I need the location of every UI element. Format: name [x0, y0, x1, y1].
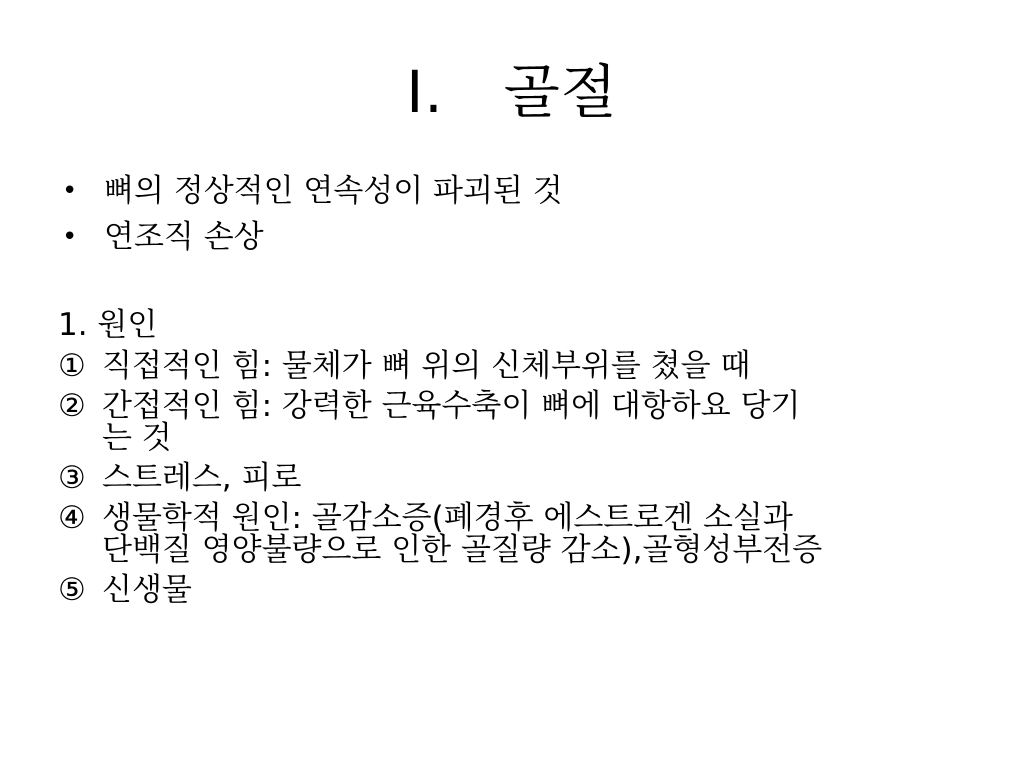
- bullet-text: 뼈의 정상적인 연속성이 파괴된 것: [104, 173, 563, 209]
- cause-text-line1: 생물학적 원인: 골감소증(폐경후 에스트로겐 소실과: [102, 500, 793, 536]
- slide-content: [58, 172, 988, 614]
- circled-number-3: ③: [58, 460, 86, 496]
- cause-text: 스트레스, 피로: [102, 460, 302, 496]
- cause-text-line2: 는 것: [102, 420, 172, 456]
- cause-item: [58, 462, 988, 494]
- cause-text-line2: 단백질 영양불량으로 인한 골질량 감소),골형성부전증: [102, 532, 823, 568]
- cause-item: [58, 350, 988, 382]
- bullet-dot-icon: •: [62, 222, 78, 252]
- slide-title: [0, 52, 1024, 132]
- spacer: [58, 264, 988, 306]
- cause-item: [58, 502, 988, 566]
- title-number: I.: [406, 58, 444, 126]
- bullet-text: 연조직 손상: [104, 219, 264, 255]
- cause-text-line1: 간접적인 힘: 강력한 근육수축이 뼈에 대항하요 당기: [102, 388, 801, 424]
- title-text: 골절: [503, 58, 618, 126]
- cause-text: 직접적인 힘: 물체가 뼈 위의 신체부위를 쳤을 때: [102, 348, 751, 384]
- cause-text: 신생물: [102, 572, 192, 608]
- cause-item: [58, 574, 988, 606]
- circled-number-4: ④: [58, 500, 86, 536]
- bullet-item: [58, 218, 988, 264]
- bullet-item: [58, 172, 988, 218]
- section-heading: 1. 원인: [58, 307, 158, 343]
- bullet-dot-icon: •: [62, 176, 78, 206]
- circled-number-5: ⑤: [58, 572, 86, 608]
- circled-number-1: ①: [58, 348, 86, 384]
- cause-item: [58, 390, 988, 454]
- circled-number-2: ②: [58, 388, 86, 424]
